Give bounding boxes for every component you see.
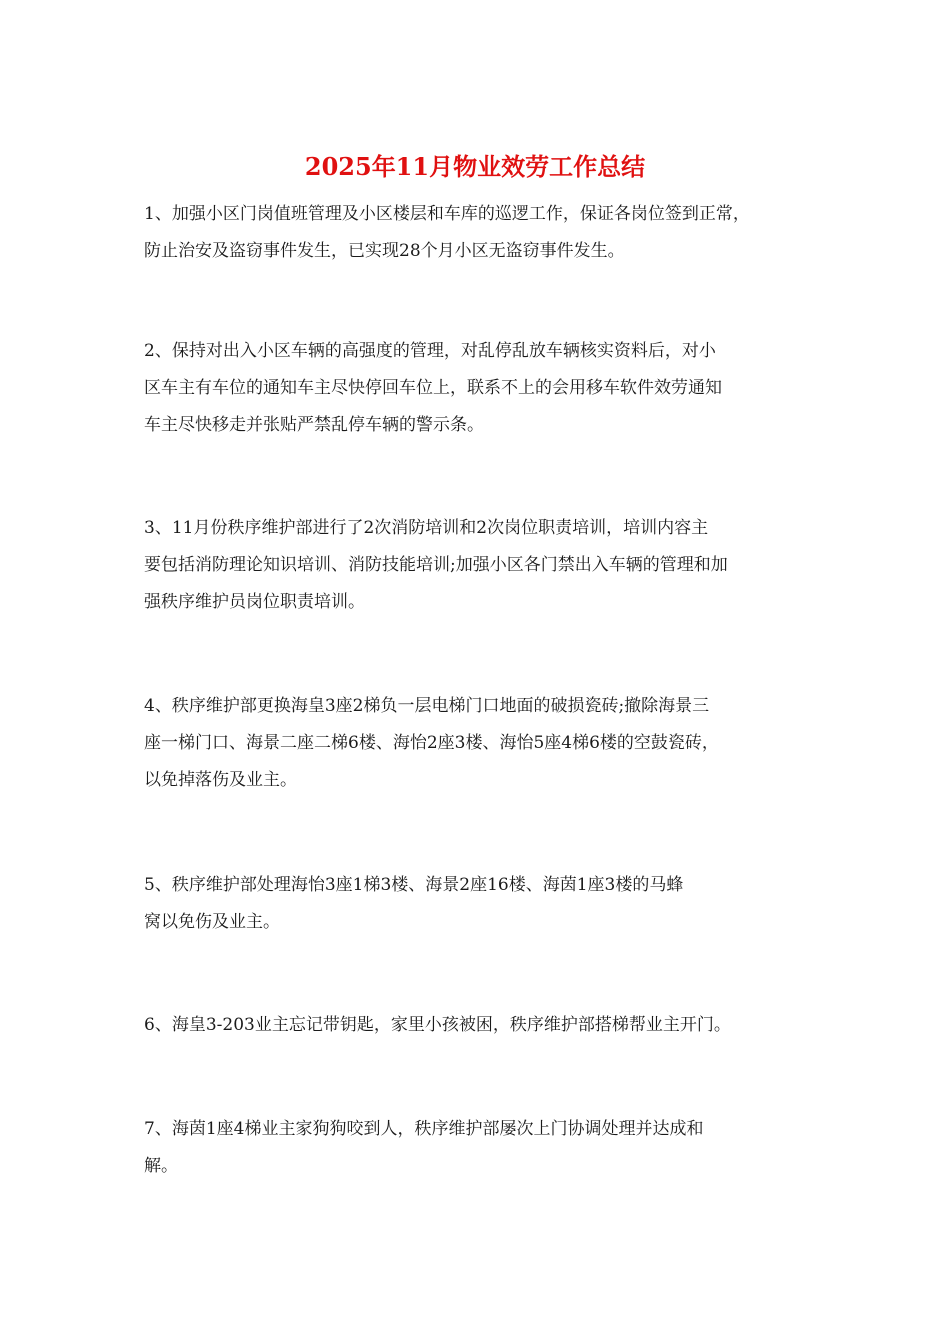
paragraph-6 [144,1007,731,1044]
paragraph-line: 要包括消防理论知识培训、消防技能培训;加强小区各门禁出入车辆的管理和加 [144,555,728,575]
paragraph-line: 6、海皇3-203业主忘记带钥匙，家里小孩被困，秩序维护部搭梯帮业主开门。 [144,1015,731,1035]
paragraph-line: 座一梯门口、海景二座二梯6楼、海怡2座3楼、海怡5座4梯6楼的空鼓瓷砖， [144,733,719,753]
paragraph-2 [144,333,722,444]
paragraph-4 [144,688,719,799]
paragraph-line: 4、秩序维护部更换海皇3座2梯负一层电梯门口地面的破损瓷砖;撤除海景三 [144,696,710,716]
paragraph-line: 车主尽快移走并张贴严禁乱停车辆的警示条。 [144,415,484,435]
paragraph-7 [144,1111,703,1185]
paragraph-5 [144,867,683,941]
paragraph-line: 防止治安及盗窃事件发生，已实现28个月小区无盗窃事件发生。 [144,241,625,261]
document-title: 2025年11月物业效劳工作总结 [304,152,646,181]
paragraph-line: 2、保持对出入小区车辆的高强度的管理，对乱停乱放车辆核实资料后，对小 [144,341,716,361]
paragraph-line: 3、11月份秩序维护部进行了2次消防培训和2次岗位职责培训，培训内容主 [144,518,709,538]
paragraph-line: 强秩序维护员岗位职责培训。 [144,592,365,612]
paragraph-line: 1、加强小区门岗值班管理及小区楼层和车库的巡逻工作，保证各岗位签到正常， [144,204,750,224]
paragraph-line: 5、秩序维护部处理海怡3座1梯3楼、海景2座16楼、海茵1座3楼的马蜂 [144,875,684,895]
paragraph-line: 窝以免伤及业主。 [144,912,280,932]
paragraph-line: 解。 [144,1156,178,1176]
paragraph-3 [144,510,728,621]
paragraph-1 [144,196,750,270]
paragraph-line: 以免掉落伤及业主。 [144,770,297,790]
paragraph-line: 区车主有车位的通知车主尽快停回车位上，联系不上的会用移车软件效劳通知 [144,378,722,398]
paragraph-line: 7、海茵1座4梯业主家狗狗咬到人，秩序维护部屡次上门协调处理并达成和 [144,1119,704,1139]
